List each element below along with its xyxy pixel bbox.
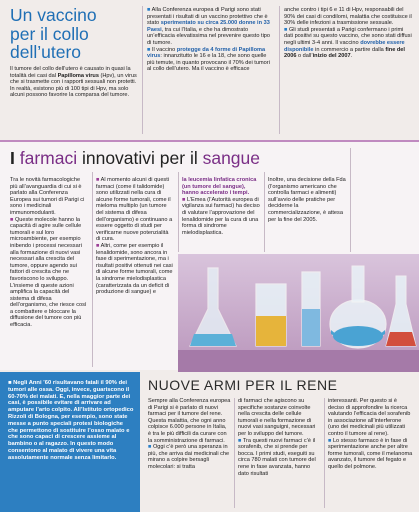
kidney-column-1: Sempre alla Conferenza europea di Parigi si è parlato di nuovi farmaci per il tumore del rene. Questa malattia, che ogni anno colpisce 6.000 persone in Italia, è tra le più difficili da curare con la somministrazione di farmaci. ■ Oggi c’è però una speranza in più, che arriva dai medicinali che mirano a colpire bersagli molecolari: si tratta — [148, 398, 231, 471]
kidney-title: NUOVE ARMI PER IL RENE — [148, 377, 338, 393]
vaccine-title — [10, 6, 135, 62]
column-divider — [92, 172, 93, 367]
drugs-column-4: Inoltre, una decisione della Fda (l’organismo americano che controlla farmaci e alimenti) sull’avvio delle pratiche per deciderne la commercializzazione, è attesa per la fine del 2005. — [268, 177, 346, 223]
vaccine-article — [0, 0, 419, 140]
flask-liquid — [190, 334, 236, 346]
vaccine-title-line: dell’utero — [10, 42, 82, 62]
column-divider — [142, 6, 143, 134]
bone-tumor-box — [0, 372, 140, 512]
vaccine-title-line: per il collo — [10, 23, 89, 44]
kidney-column-2: di farmaci che agiscono su specifiche sostanze coinvolte nella crescita delle cellule tumorali e nella formazione di nuovi vasi sanguigni, necessari per lo sviluppo del tumore. ■ Tra questi nuovi farmaci c’è il sorafenib, che si prende per bocca. I primi studi, eseguiti su circa 780 malati con tumore del rene in fase avanzata, hanno dato risultati — [238, 398, 321, 477]
vaccine-intro: Il tumore del collo dell’utero è causato in quasi la totalità dei casi dal Papilloma virus (Hpv), un virus che si trasmette con i rapporti sessuali non protetti. In realtà, esistono più di 100 tipi di Hpv, ma solo alcuni possono favorire la comparsa del tumore. — [10, 66, 137, 99]
cylinder-liquid — [302, 309, 320, 346]
kidney-article — [140, 372, 419, 512]
column-divider — [178, 172, 179, 252]
lab-glassware-image — [178, 254, 419, 372]
vaccine-column-2: ■ Alla Conferenza europea di Parigi sono stati presentati i risultati di un vaccino protettivo che è stato sperimentato su circa 25.000 donne in 33 Paesi, tra cui l’Italia, e che ha dimostrato un’efficacia elevatissima nel prevenire questo tipo di tumore. ■ Il vaccino protegge da 4 forme di Papilloma virus: innanzitutto le 16 e la 18, che sono quelle più temute, in quanto provocano il 70% dei tumori al collo dell’utero. Ma il vaccino è efficace — [147, 7, 275, 73]
drugs-column-2: ■ Al momento alcuni di questi farmaci (come il talidomide) sono utilizzati nella cura di alcune forme tumorali, come il mieloma multiplo (un tumore del sistema di difesa dell’organismo) e continuano a essere oggetto di studi per verificarne nuove potenzialità di cura. ■ Altri, come per esempio il lenalidomide, sono ancora in fase di sperimentazione, ma i risultati positivi ottenuti nei casi di alcune forme tumorali, come la sindrome mielodisplastica (caratterizzata da un deficit di produzione di sangue) e — [96, 177, 174, 296]
column-divider — [350, 148, 351, 252]
bone-tumor-text: ■ Negli Anni ’60 risultavano fatali il 90% dei tumori alle ossa. Oggi, invece, guariscono il 60-70% dei malati. E, nella maggior parte dei casi, è possibile evitare di arrivare ad amputare l’arto colpito. All’Istituto ortopedico Rizzoli di Bologna, per esempio, sono state messe a punto speciali protesi biologiche che permettono di sostituire l’osso malato e che sono capaci di crescere assieme al bambino o al ragazzo. In questo modo consentono al malato di vivere una vita assolutamente normale senza limitarlo. — [8, 380, 134, 461]
column-divider — [279, 6, 280, 134]
column-divider — [264, 172, 265, 252]
column-divider — [234, 398, 235, 508]
drugs-column-3: la leucemia linfatica cronica (un tumore del sangue), hanno accelerato i tempi. ■ L’Emea (l’Autorità europea di vigilanza sui farmaci) ha deciso di valutare l’approvazione del lenalidomide per la cura di una forma di sindrome mielodisplastica. — [182, 177, 260, 236]
drugs-title: I farmaci innovativi per il sangue — [10, 148, 261, 168]
column-divider — [324, 398, 325, 508]
vaccine-column-3: anche contro i tipi 6 e 11 di Hpv, responsabili del 90% dei casi di condilomi, malattia che costituisce il 30% delle infezioni a trasmissione sessuale. ■ Gli studi presentati a Parigi confermano i primi dati positivi su questo vaccino, che sono stati diffusi negli ultimi 3-4 anni. Il vaccino dovrebbe essere disponibile in commercio a partire dalla fine del 2006 o dall’inizio del 2007. — [284, 7, 412, 60]
small-flask-liquid — [386, 332, 416, 346]
beaker-liquid — [256, 316, 286, 346]
drugs-column-1: Tra le novità farmacologiche più all’avanguardia di cui si è parlato alla Conferenza Europea sui tumori di Parigi ci sono i medicinali immunomodulanti. ■ Queste molecole hanno la capacità di agire sulle cellule tumorali e sul loro microambiente, per esempio inibendo i processi necessari alla formazione di nuovi vasi necessari alla crescita del tumore, oppure agendo sui fattori di crescita che ne favoriscono lo sviluppo. L’insieme di queste azioni amplifica la capacità del sistema di difesa dell’organismo, che riesce così a combattere e bloccare la diffusione del tumore con più efficacia. — [10, 177, 88, 329]
vaccine-title-line: Un vaccino — [10, 5, 97, 25]
kidney-column-3: interessanti. Per questo si è deciso di approfondire la ricerca valutando l’efficacia del sorafenib in associazione all’interferone (uno dei medicinali più utilizzati contro il tumore al rene). ■ Lo stesso farmaco è in fase di sperimentazione anche per altre forme tumorali, come il melanoma avanzato, il tumore del fegato e quello del polmone. — [328, 398, 414, 471]
drugs-article — [0, 140, 419, 370]
